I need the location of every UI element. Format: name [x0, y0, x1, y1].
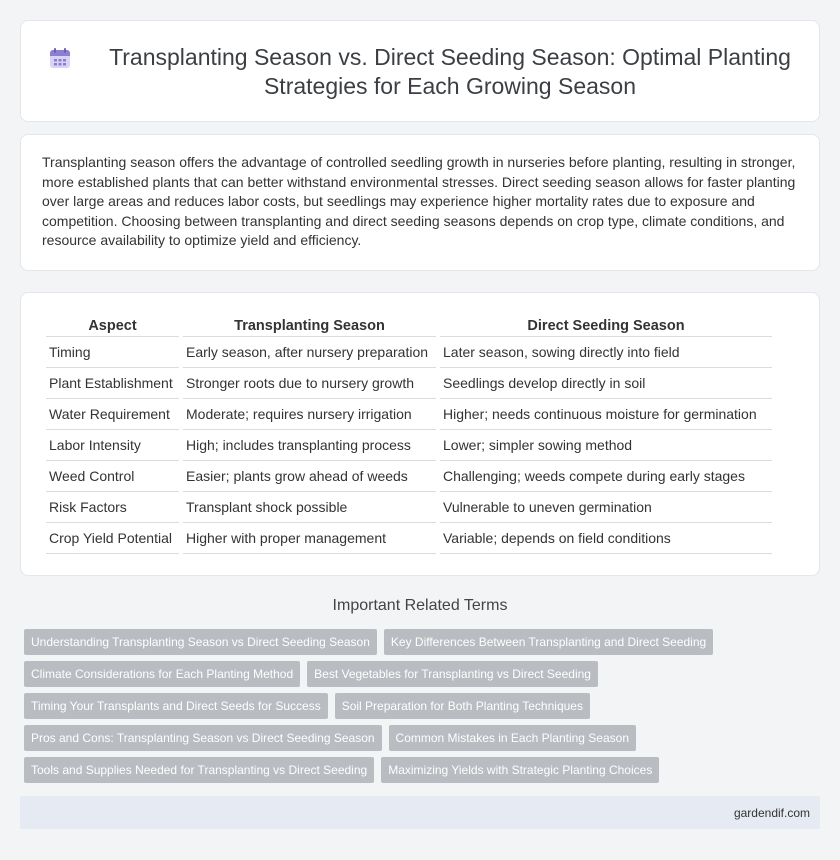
footer-site-link[interactable]: gardendif.com	[733, 806, 810, 820]
related-terms-list	[24, 629, 824, 789]
column-header-direct-seeding: Direct Seeding Season	[440, 313, 772, 337]
related-terms-heading: Important Related Terms	[332, 597, 508, 614]
table-row	[46, 368, 772, 399]
table-header-row	[46, 313, 772, 337]
related-term-link[interactable]: Maximizing Yields with Strategic Planting Choices	[381, 757, 659, 783]
comparison-table	[42, 313, 776, 554]
table-cell: Water Requirement	[46, 399, 179, 430]
tag-row	[24, 693, 824, 719]
table-row	[46, 523, 772, 554]
table-cell: Timing	[46, 337, 179, 368]
table-cell: Higher with proper management	[183, 523, 436, 554]
table-cell: Transplant shock possible	[183, 492, 436, 523]
table-cell: Vulnerable to uneven germination	[440, 492, 772, 523]
table-cell: Stronger roots due to nursery growth	[183, 368, 436, 399]
related-term-link[interactable]: Soil Preparation for Both Planting Techniques	[335, 693, 590, 719]
intro-paragraph: Transplanting season offers the advantage of controlled seedling growth in nurseries before planting, resulting in stronger, more established plants that can better withstand environmental stresses. Direct seeding season allows for faster planting over large areas and reduces labor costs, but seedlings may experience higher mortality rates due to exposure and competition. Choosing between transplanting and direct seeding seasons depends on crop type, climate conditions, and resource availability to optimize yield and efficiency.	[42, 154, 796, 249]
page-title: Transplanting Season vs. Direct Seeding Season: Optimal Planting Strategies for Each Growing Season	[109, 44, 791, 99]
tag-row	[24, 661, 824, 687]
table-cell: Later season, sowing directly into field	[440, 337, 772, 368]
table-row	[46, 399, 772, 430]
related-term-link[interactable]: Best Vegetables for Transplanting vs Direct Seeding	[307, 661, 598, 687]
table-row	[46, 337, 772, 368]
related-term-link[interactable]: Understanding Transplanting Season vs Direct Seeding Season	[24, 629, 377, 655]
table-cell: Variable; depends on field conditions	[440, 523, 772, 554]
table-cell: Risk Factors	[46, 492, 179, 523]
column-header-transplanting: Transplanting Season	[183, 313, 436, 337]
table-cell: Crop Yield Potential	[46, 523, 179, 554]
table-cell: Higher; needs continuous moisture for germination	[440, 399, 772, 430]
table-cell: Early season, after nursery preparation	[183, 337, 436, 368]
related-term-link[interactable]: Timing Your Transplants and Direct Seeds for Success	[24, 693, 328, 719]
table-cell: Challenging; weeds compete during early stages	[440, 461, 772, 492]
table-row	[46, 430, 772, 461]
table-cell: Easier; plants grow ahead of weeds	[183, 461, 436, 492]
related-term-link[interactable]: Tools and Supplies Needed for Transplanting vs Direct Seeding	[24, 757, 374, 783]
table-cell: Lower; simpler sowing method	[440, 430, 772, 461]
related-term-link[interactable]: Climate Considerations for Each Planting Method	[24, 661, 300, 687]
table-row	[46, 492, 772, 523]
table-cell: High; includes transplanting process	[183, 430, 436, 461]
tag-row	[24, 629, 824, 655]
tag-row	[24, 725, 824, 751]
related-term-link[interactable]: Pros and Cons: Transplanting Season vs Direct Seeding Season	[24, 725, 382, 751]
footer-bar	[20, 796, 820, 829]
header-card	[20, 20, 820, 122]
related-term-link[interactable]: Common Mistakes in Each Planting Season	[389, 725, 636, 751]
related-term-link[interactable]: Key Differences Between Transplanting and Direct Seeding	[384, 629, 713, 655]
tag-row	[24, 757, 824, 783]
table-cell: Weed Control	[46, 461, 179, 492]
table-cell: Seedlings develop directly in soil	[440, 368, 772, 399]
intro-card	[20, 134, 820, 271]
column-header-aspect: Aspect	[46, 313, 179, 337]
table-cell: Labor Intensity	[46, 430, 179, 461]
table-cell: Plant Establishment	[46, 368, 179, 399]
table-cell: Moderate; requires nursery irrigation	[183, 399, 436, 430]
table-row	[46, 461, 772, 492]
comparison-table-card	[20, 292, 820, 576]
